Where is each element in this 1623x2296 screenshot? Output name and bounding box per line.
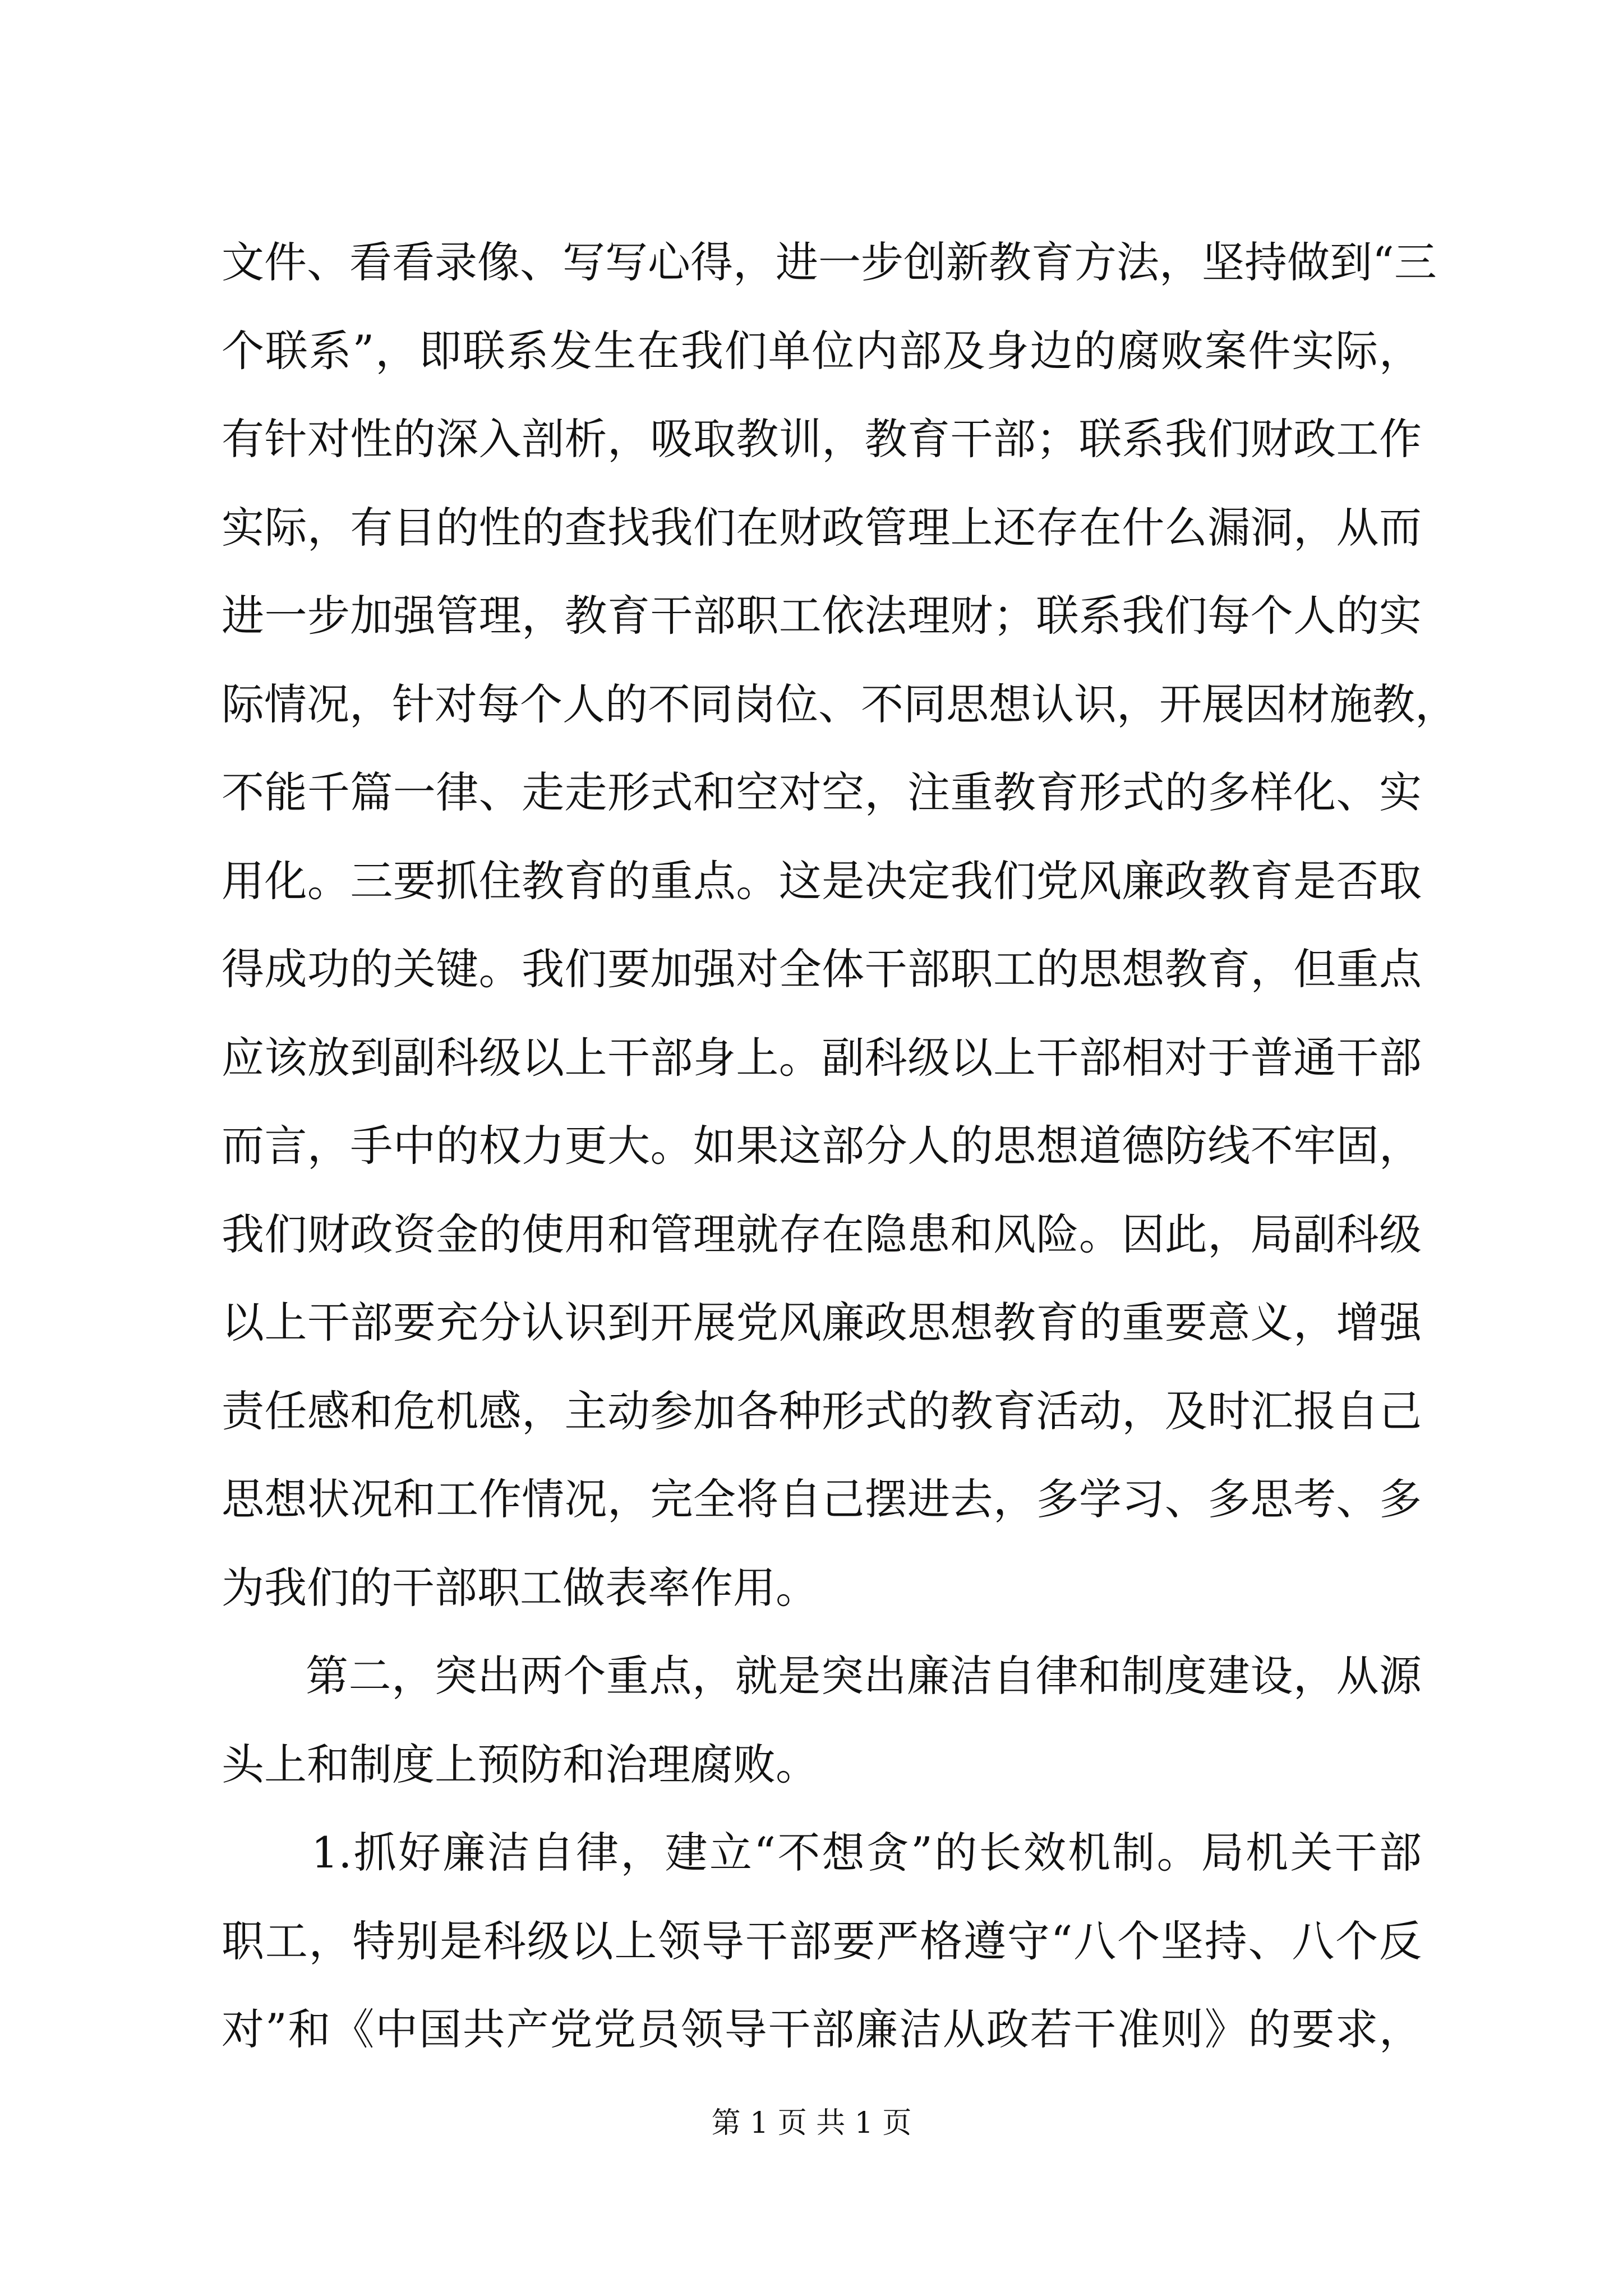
text-line: 不能千篇一律、走走形式和空对空，注重教育形式的多样化、实	[222, 767, 1422, 817]
paragraph-first-line: 1.抓好廉洁自律，建立“不想贪”的长效机制。局机关干部	[311, 1828, 1422, 1878]
text-line: 我们财政资金的使用和管理就存在隐患和风险。因此，局副科级	[222, 1209, 1422, 1259]
text-line: 应该放到副科级以上干部身上。副科级以上干部相对于普通干部	[222, 1033, 1422, 1083]
text-line: 为我们的干部职工做表率作用。	[222, 1563, 818, 1613]
text-line: 实际，有目的性的查找我们在财政管理上还存在什么漏洞，从而	[222, 503, 1422, 553]
text-line: 文件、看看录像、写写心得，进一步创新教育方法，坚持做到“三	[222, 237, 1437, 287]
text-line: 头上和制度上预防和治理腐败。	[222, 1740, 818, 1789]
text-line: 进一步加强管理，教育干部职工依法理财；联系我们每个人的实	[222, 591, 1422, 641]
page-number: 第 1 页 共 1 页	[711, 2106, 912, 2140]
text-line: 得成功的关键。我们要加强对全体干部职工的思想教育，但重点	[222, 944, 1422, 994]
text-line: 责任感和危机感，主动参加各种形式的教育活动，及时汇报自己	[222, 1386, 1422, 1436]
paragraph-first-line: 第二，突出两个重点，就是突出廉洁自律和制度建设，从源	[306, 1651, 1422, 1701]
text-line: 职工，特别是科级以上领导干部要严格遵守“八个坚持、八个反	[222, 1916, 1422, 1966]
text-line: 思想状况和工作情况，完全将自己摆进去，多学习、多思考、多	[222, 1474, 1422, 1524]
text-line: 有针对性的深入剖析，吸取教训，教育干部；联系我们财政工作	[222, 414, 1422, 464]
text-line: 用化。三要抓住教育的重点。这是决定我们党风廉政教育是否取	[222, 856, 1422, 906]
text-line: 个联系”，即联系发生在我们单位内部及身边的腐败案件实际，	[222, 326, 1422, 376]
text-line: 对”和《中国共产党党员领导干部廉洁从政若干准则》的要求，	[222, 2004, 1422, 2054]
text-line: 以上干部要充分认识到开展党风廉政思想教育的重要意义，增强	[222, 1297, 1422, 1347]
text-line: 际情况，针对每个人的不同岗位、不同思想认识，开展因材施教，	[222, 679, 1458, 729]
text-line: 而言，手中的权力更大。如果这部分人的思想道德防线不牢固，	[222, 1121, 1422, 1171]
